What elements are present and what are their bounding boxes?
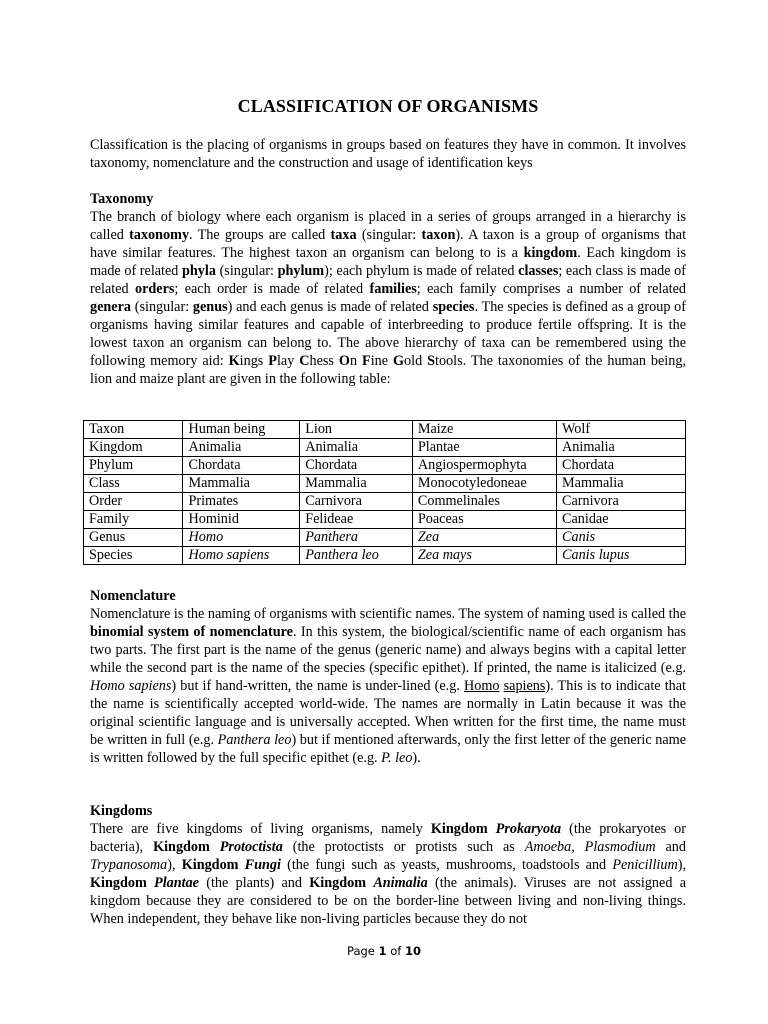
species-name: Canis lupus bbox=[562, 547, 630, 563]
taxonomy-paragraph bbox=[90, 208, 686, 388]
kingdom-label: Kingdom bbox=[90, 875, 155, 891]
table-cell bbox=[183, 547, 300, 565]
table-cell: Family bbox=[84, 511, 183, 529]
species-name: P. leo bbox=[381, 750, 413, 766]
table-cell: Primates bbox=[183, 493, 300, 511]
table-row bbox=[84, 475, 686, 493]
kingdoms-section bbox=[90, 802, 686, 928]
term-taxonomy: taxonomy bbox=[129, 227, 190, 243]
text-run: Nomenclature is the naming of organisms with scientific names. The system of naming used is called the bbox=[90, 606, 686, 622]
nomenclature-section bbox=[90, 587, 686, 767]
text-run: ). A taxon is a group of organisms that have similar features. The highest taxon an organism can belong to is a bbox=[90, 227, 687, 261]
mnemonic-word: lay bbox=[276, 353, 300, 369]
taxonomy-table-section bbox=[83, 420, 686, 565]
kingdom-name: Fungi bbox=[244, 857, 281, 873]
term-families: families bbox=[369, 281, 417, 297]
table-cell: Mammalia bbox=[300, 475, 413, 493]
taxonomy-heading: Taxonomy bbox=[90, 191, 154, 207]
table-cell: Felideae bbox=[300, 511, 413, 529]
mnemonic-letter: K bbox=[228, 353, 240, 369]
kingdom-label: Kingdom bbox=[181, 857, 245, 873]
page-of-label: of bbox=[386, 944, 405, 958]
table-cell: Chordata bbox=[300, 457, 413, 475]
term-orders: orders bbox=[134, 281, 175, 297]
table-cell: Plantae bbox=[412, 439, 556, 457]
text-run: ; each order is made of related bbox=[174, 281, 370, 297]
kingdoms-paragraph bbox=[90, 820, 686, 928]
underlined-genus: Homo bbox=[464, 678, 500, 694]
genus-name: Canis bbox=[562, 529, 596, 545]
text-run: ); each phylum is made of related bbox=[324, 263, 519, 279]
species-name: Panthera leo bbox=[217, 732, 292, 748]
document-page bbox=[90, 0, 686, 1024]
table-row bbox=[84, 457, 686, 475]
text-run: ), bbox=[167, 857, 182, 873]
text-run: ) but if hand-written, the name is under-lined (e.g. bbox=[171, 678, 465, 694]
table-cell: Chordata bbox=[557, 457, 686, 475]
table-cell: Monocotyledoneae bbox=[412, 475, 556, 493]
table-row bbox=[84, 493, 686, 511]
table-row bbox=[84, 439, 686, 457]
table-cell: Mammalia bbox=[557, 475, 686, 493]
mnemonic-word: tools bbox=[435, 353, 463, 369]
text-run: . In this system, the biological/scientific name of each organism has two parts. The first part is the name of the genus (generic name) and always begins with a capital letter while the second part is the name of the species (specific epithet). If printed, the name is italicized (e.g. bbox=[90, 624, 686, 676]
table-cell: Animalia bbox=[183, 439, 300, 457]
term-classes: classes bbox=[518, 263, 559, 279]
organism-name: Trypanosoma bbox=[90, 857, 168, 873]
text-run: . The taxonomies of the human being, lion and maize plant are given in the following table: bbox=[90, 353, 686, 387]
genus-name: Panthera bbox=[305, 529, 359, 545]
table-cell: Mammalia bbox=[183, 475, 300, 493]
table-cell: Class bbox=[84, 475, 183, 493]
mnemonic-letter: G bbox=[393, 353, 405, 369]
species-name: Zea mays bbox=[417, 547, 472, 563]
table-cell bbox=[412, 547, 556, 565]
genus-name: Homo bbox=[188, 529, 224, 545]
mnemonic-letter: F bbox=[362, 353, 371, 369]
text-run: (the prokaryotes or bacteria), bbox=[90, 821, 687, 855]
species-name: Homo sapiens bbox=[90, 678, 172, 694]
term-kingdom: kingdom bbox=[523, 245, 578, 261]
table-cell: Carnivora bbox=[300, 493, 413, 511]
nomenclature-paragraph bbox=[90, 605, 686, 767]
table-cell: Genus bbox=[84, 529, 183, 547]
intro-paragraph: Classification is the placing of organisms in groups based on features they have in common. It involves taxonomy, nomenclature and the construction and usage of identification keys bbox=[90, 137, 686, 171]
table-cell bbox=[300, 529, 413, 547]
term-taxon: taxon bbox=[421, 227, 456, 243]
table-cell: Poaceas bbox=[412, 511, 556, 529]
mnemonic-letter: S bbox=[427, 353, 436, 369]
taxonomy-table bbox=[83, 420, 686, 565]
text-run: . The species is defined as a group of organisms having similar features and capable of interbreeding to produce fertile offspring. It is the lowest taxon an organism can belong to. The above hierarchy of taxa can be remembered using the following memory aid: bbox=[90, 299, 686, 369]
term-phyla: phyla bbox=[182, 263, 216, 279]
text-run: (the animals). Viruses are not assigned a kingdom because they are considered to be on the border-line between living and non-living things. When independent, they behave like non-living particles because they do not bbox=[90, 875, 686, 927]
term-genera: genera bbox=[90, 299, 131, 315]
text-run: ). bbox=[412, 750, 421, 766]
text-run: ), bbox=[677, 857, 686, 873]
text-run: . The groups are called bbox=[189, 227, 331, 243]
kingdom-label: Kingdom bbox=[430, 821, 496, 837]
table-header-cell: Lion bbox=[300, 421, 413, 439]
table-cell bbox=[412, 529, 556, 547]
text-run: (the fungi such as yeasts, mushrooms, toadstools and bbox=[280, 857, 613, 873]
organism-name: Penicillium bbox=[612, 857, 678, 873]
kingdom-label: Kingdom bbox=[153, 839, 220, 855]
table-cell: Kingdom bbox=[84, 439, 183, 457]
intro-section bbox=[90, 136, 686, 172]
species-name: Panthera leo bbox=[305, 547, 379, 563]
table-cell: Angiospermophyta bbox=[412, 457, 556, 475]
text-run: The branch of biology where each organism is placed in a series of groups arranged in a hierarchy is called bbox=[90, 209, 686, 243]
kingdom-name: Protoctista bbox=[219, 839, 283, 855]
table-cell: Commelinales bbox=[412, 493, 556, 511]
page-label: Page bbox=[347, 944, 379, 958]
mnemonic-word: ine bbox=[370, 353, 393, 369]
text-run: ; each class is made of related bbox=[90, 263, 687, 297]
table-cell: Animalia bbox=[300, 439, 413, 457]
mnemonic-word: n bbox=[349, 353, 363, 369]
text-run: . Each kingdom is made of related bbox=[90, 245, 686, 279]
underlined-species: sapiens bbox=[503, 678, 546, 694]
nomenclature-heading: Nomenclature bbox=[90, 588, 176, 604]
table-cell: Species bbox=[84, 547, 183, 565]
kingdoms-heading: Kingdoms bbox=[90, 803, 153, 819]
page-total: 10 bbox=[404, 944, 421, 958]
table-cell: Phylum bbox=[84, 457, 183, 475]
text-run: ; each family comprises a number of related bbox=[416, 281, 686, 297]
table-cell bbox=[557, 547, 686, 565]
text-run: (the protoctists or protists such as bbox=[282, 839, 525, 855]
text-run: There are five kingdoms of living organisms, namely bbox=[90, 821, 431, 837]
term-species: species bbox=[432, 299, 475, 315]
mnemonic-word: hess bbox=[309, 353, 339, 369]
mnemonic-letter: P bbox=[268, 353, 277, 369]
taxonomy-section bbox=[90, 190, 686, 388]
table-header-cell: Taxon bbox=[84, 421, 183, 439]
kingdom-name: Animalia bbox=[373, 875, 428, 891]
table-cell bbox=[183, 529, 300, 547]
table-cell: Hominid bbox=[183, 511, 300, 529]
mnemonic-letter: C bbox=[299, 353, 310, 369]
table-header-cell: Human being bbox=[183, 421, 300, 439]
page-title: CLASSIFICATION OF ORGANISMS bbox=[237, 96, 539, 116]
table-header-row bbox=[84, 421, 686, 439]
table-cell: Animalia bbox=[557, 439, 686, 457]
organism-name: Amoeba, Plasmodium bbox=[524, 839, 656, 855]
table-cell: Canidae bbox=[557, 511, 686, 529]
table-header-cell: Maize bbox=[412, 421, 556, 439]
kingdom-name: Plantae bbox=[154, 875, 199, 891]
species-name: Homo sapiens bbox=[188, 547, 270, 563]
genus-name: Zea bbox=[417, 529, 440, 545]
mnemonic-letter: O bbox=[338, 353, 350, 369]
kingdom-label: Kingdom bbox=[309, 875, 374, 891]
kingdom-name: Prokaryota bbox=[495, 821, 562, 837]
table-row bbox=[84, 529, 686, 547]
text-run: (singular: bbox=[356, 227, 422, 243]
table-header-cell: Wolf bbox=[557, 421, 686, 439]
page-footer bbox=[0, 944, 768, 958]
text-run: ) but if mentioned afterwards, only the first letter of the generic name is written followed by the full specific epithet (e.g. bbox=[90, 732, 686, 766]
term-genus: genus bbox=[192, 299, 228, 315]
table-row bbox=[84, 547, 686, 565]
text-run: (singular: bbox=[130, 299, 193, 315]
text-run: ). This is to indicate that the name is scientifically accepted world-wide. The names are normally in Latin because it was the original scientific language and is universally accepted. When written for the first time, the name must be written in full (e.g. bbox=[90, 678, 686, 748]
term-taxa: taxa bbox=[330, 227, 357, 243]
text-run: (the plants) and bbox=[198, 875, 310, 891]
term-phylum: phylum bbox=[277, 263, 325, 279]
text-run: (singular: bbox=[215, 263, 278, 279]
term-binomial-system: binomial system of nomenclature bbox=[90, 624, 293, 640]
text-run: and bbox=[655, 839, 686, 855]
table-cell bbox=[300, 547, 413, 565]
mnemonic-word: ings bbox=[239, 353, 269, 369]
table-row bbox=[84, 511, 686, 529]
table-cell: Chordata bbox=[183, 457, 300, 475]
page-number: 1 bbox=[378, 944, 387, 958]
mnemonic-word: old bbox=[404, 353, 428, 369]
table-cell: Order bbox=[84, 493, 183, 511]
table-cell: Carnivora bbox=[557, 493, 686, 511]
text-run: ) and each genus is made of related bbox=[227, 299, 433, 315]
table-cell bbox=[557, 529, 686, 547]
